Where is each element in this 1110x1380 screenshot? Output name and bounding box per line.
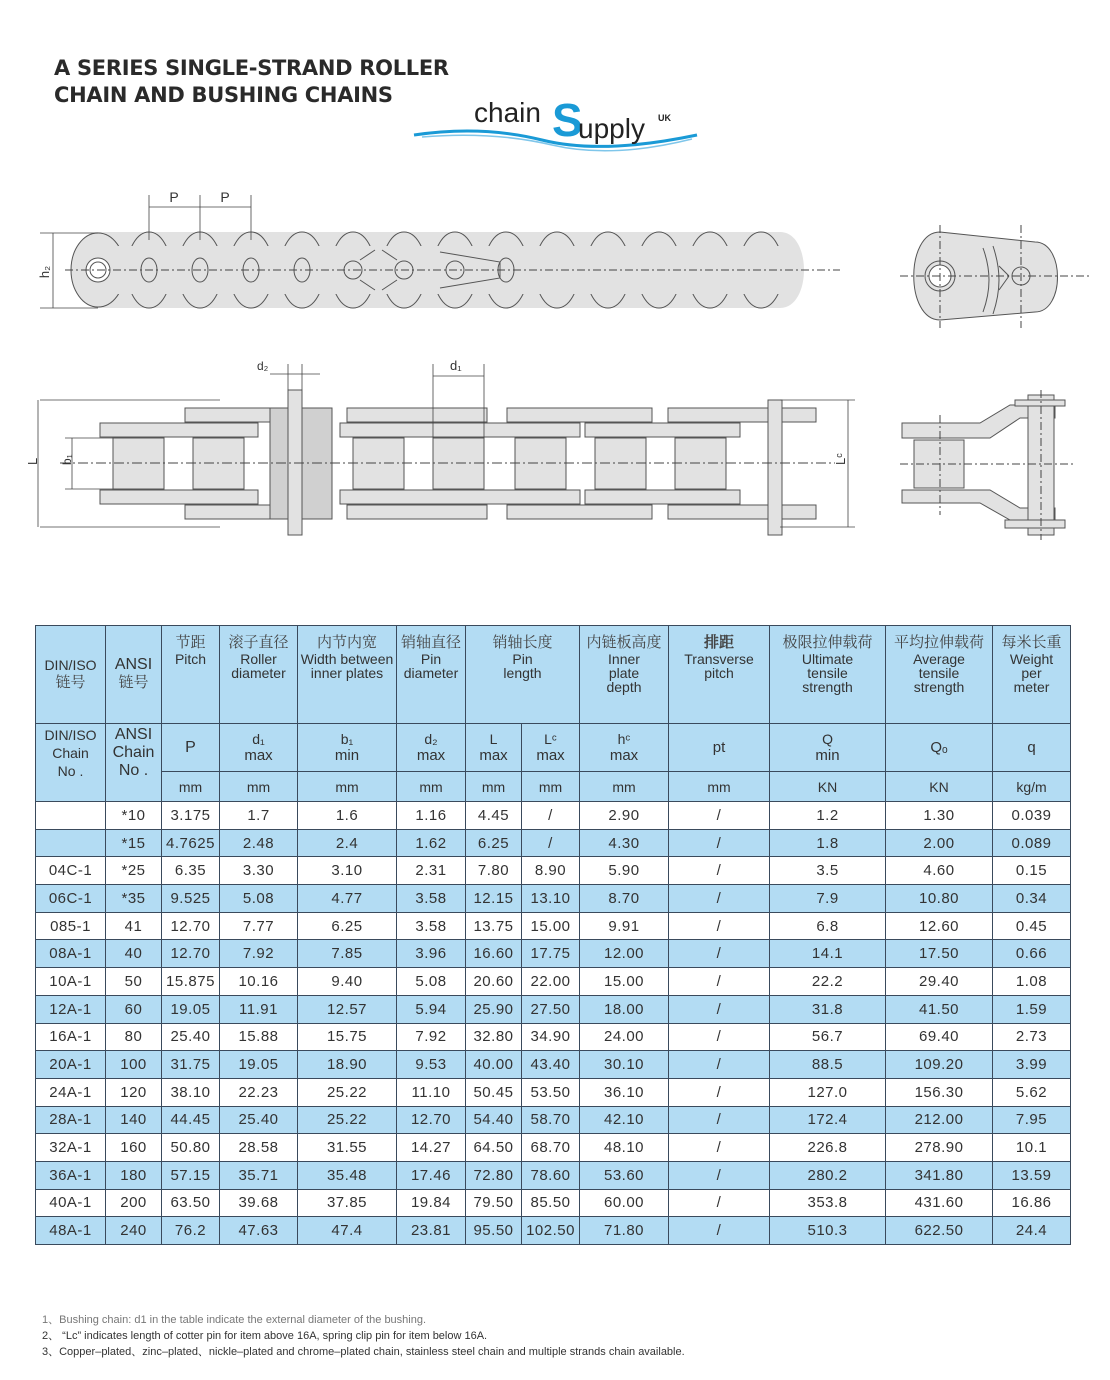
symbol-pin-length-lc: Lᶜ max bbox=[522, 724, 580, 772]
cell-ansi-no: *15 bbox=[106, 829, 162, 857]
cell-average-strength: 156.30 bbox=[886, 1078, 993, 1106]
table-row bbox=[36, 1106, 1071, 1134]
cell-pitch: 57.15 bbox=[162, 1161, 220, 1189]
cell-plate-depth: 48.10 bbox=[580, 1134, 669, 1162]
cell-pin-diameter: 23.81 bbox=[397, 1217, 466, 1245]
height-label: h₂ bbox=[37, 265, 52, 279]
cell-average-strength: 10.80 bbox=[886, 885, 993, 913]
cell-din-iso-no: 20A-1 bbox=[36, 1051, 106, 1079]
cell-average-strength: 622.50 bbox=[886, 1217, 993, 1245]
cell-din-iso-no: 06C-1 bbox=[36, 885, 106, 913]
cell-pin-diameter: 14.27 bbox=[397, 1134, 466, 1162]
cell-transverse-pitch: / bbox=[669, 1161, 770, 1189]
cell-ansi-no: *10 bbox=[106, 802, 162, 830]
cell-pin-length-lc: / bbox=[522, 802, 580, 830]
cell-din-iso-no: 08A-1 bbox=[36, 940, 106, 968]
cell-pin-length-lc: 78.60 bbox=[522, 1161, 580, 1189]
cell-transverse-pitch: / bbox=[669, 1023, 770, 1051]
cell-average-strength: 29.40 bbox=[886, 968, 993, 996]
cell-weight-per-meter: 0.45 bbox=[993, 912, 1071, 940]
cell-plate-depth: 42.10 bbox=[580, 1106, 669, 1134]
cell-inner-width: 35.48 bbox=[298, 1161, 397, 1189]
cell-din-iso-no: 24A-1 bbox=[36, 1078, 106, 1106]
cell-ultimate-strength: 172.4 bbox=[770, 1106, 886, 1134]
cell-pitch: 44.45 bbox=[162, 1106, 220, 1134]
cell-pin-length-l: 12.15 bbox=[466, 885, 522, 913]
cell-inner-width: 25.22 bbox=[298, 1078, 397, 1106]
cell-din-iso-no: 28A-1 bbox=[36, 1106, 106, 1134]
cell-inner-width: 7.85 bbox=[298, 940, 397, 968]
cell-ansi-no: 200 bbox=[106, 1189, 162, 1217]
cell-plate-depth: 60.00 bbox=[580, 1189, 669, 1217]
offset-link-section-view-drawing bbox=[900, 390, 1080, 540]
table-body bbox=[36, 802, 1071, 1245]
cell-pin-length-l: 40.00 bbox=[466, 1051, 522, 1079]
table-row bbox=[36, 940, 1071, 968]
cell-ultimate-strength: 31.8 bbox=[770, 995, 886, 1023]
cell-pin-length-lc: 68.70 bbox=[522, 1134, 580, 1162]
cell-weight-per-meter: 0.15 bbox=[993, 857, 1071, 885]
cell-ansi-no: 50 bbox=[106, 968, 162, 996]
cell-weight-per-meter: 10.1 bbox=[993, 1134, 1071, 1162]
cell-average-strength: 4.60 bbox=[886, 857, 993, 885]
cell-transverse-pitch: / bbox=[669, 1051, 770, 1079]
cell-pin-length-l: 95.50 bbox=[466, 1217, 522, 1245]
unit-pin-diameter: mm bbox=[397, 772, 466, 802]
cell-plate-depth: 9.91 bbox=[580, 912, 669, 940]
table-row bbox=[36, 829, 1071, 857]
cell-din-iso-no: 12A-1 bbox=[36, 995, 106, 1023]
cell-ansi-no: 100 bbox=[106, 1051, 162, 1079]
symbol-ultimate: Q min bbox=[770, 724, 886, 772]
cell-pitch: 19.05 bbox=[162, 995, 220, 1023]
table-row bbox=[36, 1134, 1071, 1162]
cell-inner-width: 12.57 bbox=[298, 995, 397, 1023]
symbol-weight: q bbox=[993, 724, 1071, 772]
cell-plate-depth: 8.70 bbox=[580, 885, 669, 913]
symbol-average: Qₒ bbox=[886, 724, 993, 772]
cell-ultimate-strength: 22.2 bbox=[770, 968, 886, 996]
cell-roller-diameter: 7.92 bbox=[220, 940, 298, 968]
cell-din-iso-no: 36A-1 bbox=[36, 1161, 106, 1189]
table-row bbox=[36, 995, 1071, 1023]
header-din-bottom: DIN/ISO Chain No . bbox=[36, 724, 106, 802]
cell-ansi-no: 140 bbox=[106, 1106, 162, 1134]
table-row bbox=[36, 885, 1071, 913]
cell-plate-depth: 15.00 bbox=[580, 968, 669, 996]
cell-ansi-no: 60 bbox=[106, 995, 162, 1023]
cell-weight-per-meter: 16.86 bbox=[993, 1189, 1071, 1217]
cell-pin-length-l: 54.40 bbox=[466, 1106, 522, 1134]
symbol-pin-length-l: L max bbox=[466, 724, 522, 772]
cell-plate-depth: 71.80 bbox=[580, 1217, 669, 1245]
footnote-1: 1、Bushing chain: d1 in the table indicate the external diameter of the bushing. bbox=[42, 1314, 427, 1326]
unit-transverse: mm bbox=[669, 772, 770, 802]
symbol-pitch: P bbox=[162, 724, 220, 772]
table-row bbox=[36, 912, 1071, 940]
chain-supply-logo bbox=[412, 95, 702, 165]
cell-transverse-pitch: / bbox=[669, 885, 770, 913]
cell-roller-diameter: 7.77 bbox=[220, 912, 298, 940]
cell-ultimate-strength: 280.2 bbox=[770, 1161, 886, 1189]
cell-pitch: 9.525 bbox=[162, 885, 220, 913]
cell-weight-per-meter: 0.34 bbox=[993, 885, 1071, 913]
cell-pin-length-lc: 43.40 bbox=[522, 1051, 580, 1079]
l-label: L bbox=[25, 457, 40, 465]
cell-inner-width: 47.4 bbox=[298, 1217, 397, 1245]
cell-average-strength: 341.80 bbox=[886, 1161, 993, 1189]
cell-pitch: 76.2 bbox=[162, 1217, 220, 1245]
cell-roller-diameter: 2.48 bbox=[220, 829, 298, 857]
cell-pin-diameter: 3.58 bbox=[397, 885, 466, 913]
cell-pitch: 4.7625 bbox=[162, 829, 220, 857]
logo-text-s: S bbox=[552, 94, 583, 146]
cell-plate-depth: 30.10 bbox=[580, 1051, 669, 1079]
cell-roller-diameter: 39.68 bbox=[220, 1189, 298, 1217]
cell-din-iso-no: 16A-1 bbox=[36, 1023, 106, 1051]
lc-label: Lᶜ bbox=[833, 453, 848, 465]
cell-plate-depth: 24.00 bbox=[580, 1023, 669, 1051]
cell-roller-diameter: 25.40 bbox=[220, 1106, 298, 1134]
cell-pin-diameter: 9.53 bbox=[397, 1051, 466, 1079]
cell-pin-length-lc: 13.10 bbox=[522, 885, 580, 913]
cell-pitch: 15.875 bbox=[162, 968, 220, 996]
cell-plate-depth: 4.30 bbox=[580, 829, 669, 857]
cell-ansi-no: 240 bbox=[106, 1217, 162, 1245]
cell-pin-length-lc: 53.50 bbox=[522, 1078, 580, 1106]
header-ansi-top: ANSI 链号 bbox=[106, 626, 162, 724]
cell-pin-length-l: 7.80 bbox=[466, 857, 522, 885]
cell-plate-depth: 36.10 bbox=[580, 1078, 669, 1106]
cell-pin-length-l: 32.80 bbox=[466, 1023, 522, 1051]
page-title bbox=[54, 55, 449, 109]
cell-pin-diameter: 1.62 bbox=[397, 829, 466, 857]
unit-ultimate: KN bbox=[770, 772, 886, 802]
cell-pin-length-lc: 22.00 bbox=[522, 968, 580, 996]
cell-weight-per-meter: 7.95 bbox=[993, 1106, 1071, 1134]
cell-ultimate-strength: 56.7 bbox=[770, 1023, 886, 1051]
cell-ansi-no: 160 bbox=[106, 1134, 162, 1162]
cell-pitch: 50.80 bbox=[162, 1134, 220, 1162]
cell-weight-per-meter: 5.62 bbox=[993, 1078, 1071, 1106]
symbol-transverse: pt bbox=[669, 724, 770, 772]
cell-transverse-pitch: / bbox=[669, 940, 770, 968]
cell-pitch: 6.35 bbox=[162, 857, 220, 885]
cell-transverse-pitch: / bbox=[669, 857, 770, 885]
header-pin-diameter: 销轴直径 Pin diameter bbox=[397, 626, 466, 724]
cell-roller-diameter: 28.58 bbox=[220, 1134, 298, 1162]
cell-ultimate-strength: 353.8 bbox=[770, 1189, 886, 1217]
cell-weight-per-meter: 2.73 bbox=[993, 1023, 1071, 1051]
d1-label: d₁ bbox=[450, 358, 462, 373]
cell-inner-width: 1.6 bbox=[298, 802, 397, 830]
header-pitch: 节距 Pitch bbox=[162, 626, 220, 724]
cell-pin-diameter: 3.96 bbox=[397, 940, 466, 968]
chain-section-view-drawing bbox=[20, 350, 870, 540]
logo-text-chain: chain bbox=[474, 97, 541, 128]
cell-pin-diameter: 17.46 bbox=[397, 1161, 466, 1189]
header-pin-length: 销轴长度 Pin length bbox=[466, 626, 580, 724]
cell-transverse-pitch: / bbox=[669, 1217, 770, 1245]
header-transverse: 排距 Transverse pitch bbox=[669, 626, 770, 724]
cell-pitch: 25.40 bbox=[162, 1023, 220, 1051]
cell-weight-per-meter: 1.59 bbox=[993, 995, 1071, 1023]
unit-average: KN bbox=[886, 772, 993, 802]
footnote-3: 3、Copper–plated、zinc–plated、nickle–plated and chrome–plated chain, stainless steel chain and multiple strands chain available. bbox=[42, 1346, 685, 1358]
cell-inner-width: 6.25 bbox=[298, 912, 397, 940]
cell-transverse-pitch: / bbox=[669, 1134, 770, 1162]
header-roller: 滚子直径 Roller diameter bbox=[220, 626, 298, 724]
cell-inner-width: 9.40 bbox=[298, 968, 397, 996]
table-row bbox=[36, 968, 1071, 996]
cell-pin-length-l: 16.60 bbox=[466, 940, 522, 968]
cell-average-strength: 212.00 bbox=[886, 1106, 993, 1134]
cell-pin-length-l: 64.50 bbox=[466, 1134, 522, 1162]
cell-din-iso-no: 10A-1 bbox=[36, 968, 106, 996]
cell-plate-depth: 5.90 bbox=[580, 857, 669, 885]
header-plate-depth: 内链板高度 Inner plate depth bbox=[580, 626, 669, 724]
cell-pin-diameter: 1.16 bbox=[397, 802, 466, 830]
cell-average-strength: 69.40 bbox=[886, 1023, 993, 1051]
cell-plate-depth: 53.60 bbox=[580, 1161, 669, 1189]
cell-pin-length-l: 6.25 bbox=[466, 829, 522, 857]
cell-transverse-pitch: / bbox=[669, 1189, 770, 1217]
offset-link-top-view-drawing bbox=[895, 220, 1095, 330]
cell-inner-width: 2.4 bbox=[298, 829, 397, 857]
cell-transverse-pitch: / bbox=[669, 995, 770, 1023]
chain-spec-table bbox=[35, 625, 1071, 1245]
cell-pitch: 12.70 bbox=[162, 940, 220, 968]
cell-roller-diameter: 10.16 bbox=[220, 968, 298, 996]
title-line-2: CHAIN AND BUSHING CHAINS bbox=[54, 83, 393, 107]
cell-roller-diameter: 15.88 bbox=[220, 1023, 298, 1051]
cell-transverse-pitch: / bbox=[669, 912, 770, 940]
cell-plate-depth: 2.90 bbox=[580, 802, 669, 830]
cell-ultimate-strength: 1.8 bbox=[770, 829, 886, 857]
cell-roller-diameter: 11.91 bbox=[220, 995, 298, 1023]
cell-pin-diameter: 2.31 bbox=[397, 857, 466, 885]
cell-din-iso-no bbox=[36, 802, 106, 830]
cell-pin-length-l: 13.75 bbox=[466, 912, 522, 940]
header-ansi-bottom: ANSI Chain No . bbox=[106, 724, 162, 802]
header-din-top: DIN/ISO 链号 bbox=[36, 626, 106, 724]
cell-transverse-pitch: / bbox=[669, 968, 770, 996]
cell-average-strength: 2.00 bbox=[886, 829, 993, 857]
header-ultimate: 极限拉伸载荷 Ultimate tensile strength bbox=[770, 626, 886, 724]
cell-weight-per-meter: 3.99 bbox=[993, 1051, 1071, 1079]
chain-top-view-drawing bbox=[30, 180, 850, 340]
cell-pin-length-lc: 17.75 bbox=[522, 940, 580, 968]
cell-roller-diameter: 3.30 bbox=[220, 857, 298, 885]
cell-pin-length-l: 20.60 bbox=[466, 968, 522, 996]
cell-roller-diameter: 1.7 bbox=[220, 802, 298, 830]
cell-roller-diameter: 35.71 bbox=[220, 1161, 298, 1189]
cell-pin-length-lc: / bbox=[522, 829, 580, 857]
unit-pin-length-lc: mm bbox=[522, 772, 580, 802]
cell-average-strength: 17.50 bbox=[886, 940, 993, 968]
symbol-roller: d₁ max bbox=[220, 724, 298, 772]
cell-pin-length-lc: 27.50 bbox=[522, 995, 580, 1023]
symbol-pin-diameter: d₂ max bbox=[397, 724, 466, 772]
cell-ultimate-strength: 127.0 bbox=[770, 1078, 886, 1106]
cell-ansi-no: 120 bbox=[106, 1078, 162, 1106]
unit-pitch: mm bbox=[162, 772, 220, 802]
cell-transverse-pitch: / bbox=[669, 802, 770, 830]
cell-ultimate-strength: 3.5 bbox=[770, 857, 886, 885]
cell-ansi-no: 41 bbox=[106, 912, 162, 940]
cell-roller-diameter: 22.23 bbox=[220, 1078, 298, 1106]
cell-pitch: 31.75 bbox=[162, 1051, 220, 1079]
footnotes bbox=[42, 1312, 685, 1360]
unit-width: mm bbox=[298, 772, 397, 802]
b1-label: b₁ bbox=[60, 454, 74, 465]
cell-transverse-pitch: / bbox=[669, 1106, 770, 1134]
cell-inner-width: 25.22 bbox=[298, 1106, 397, 1134]
cell-pin-diameter: 5.08 bbox=[397, 968, 466, 996]
cell-weight-per-meter: 13.59 bbox=[993, 1161, 1071, 1189]
cell-ansi-no: 40 bbox=[106, 940, 162, 968]
cell-pin-diameter: 5.94 bbox=[397, 995, 466, 1023]
cell-ultimate-strength: 14.1 bbox=[770, 940, 886, 968]
cell-pitch: 3.175 bbox=[162, 802, 220, 830]
table-row bbox=[36, 1161, 1071, 1189]
header-width: 内节内宽 Width between inner plates bbox=[298, 626, 397, 724]
cell-pin-diameter: 19.84 bbox=[397, 1189, 466, 1217]
footnote-2: 2、 “Lc” indicates length of cotter pin for item above 16A, spring clip pin for item below 16A. bbox=[42, 1330, 488, 1342]
pitch-label-2: P bbox=[220, 189, 230, 205]
cell-average-strength: 12.60 bbox=[886, 912, 993, 940]
symbol-plate-depth: hᶜ max bbox=[580, 724, 669, 772]
cell-ultimate-strength: 1.2 bbox=[770, 802, 886, 830]
cell-average-strength: 41.50 bbox=[886, 995, 993, 1023]
pitch-label-1: P bbox=[169, 189, 179, 205]
cell-inner-width: 37.85 bbox=[298, 1189, 397, 1217]
cell-din-iso-no: 32A-1 bbox=[36, 1134, 106, 1162]
logo-superscript: UK bbox=[658, 113, 671, 123]
cell-pin-diameter: 12.70 bbox=[397, 1106, 466, 1134]
unit-roller: mm bbox=[220, 772, 298, 802]
cell-pitch: 38.10 bbox=[162, 1078, 220, 1106]
cell-weight-per-meter: 0.089 bbox=[993, 829, 1071, 857]
cell-pin-length-lc: 15.00 bbox=[522, 912, 580, 940]
table-row bbox=[36, 1078, 1071, 1106]
cell-pin-diameter: 3.58 bbox=[397, 912, 466, 940]
cell-ansi-no: *35 bbox=[106, 885, 162, 913]
unit-pin-length-l: mm bbox=[466, 772, 522, 802]
cell-pin-length-lc: 102.50 bbox=[522, 1217, 580, 1245]
cell-pin-length-l: 50.45 bbox=[466, 1078, 522, 1106]
cell-average-strength: 1.30 bbox=[886, 802, 993, 830]
cell-roller-diameter: 47.63 bbox=[220, 1217, 298, 1245]
table-row bbox=[36, 1023, 1071, 1051]
cell-ultimate-strength: 88.5 bbox=[770, 1051, 886, 1079]
cell-pin-length-l: 25.90 bbox=[466, 995, 522, 1023]
cell-pin-diameter: 7.92 bbox=[397, 1023, 466, 1051]
cell-pin-length-l: 79.50 bbox=[466, 1189, 522, 1217]
symbol-width: b₁ min bbox=[298, 724, 397, 772]
cell-transverse-pitch: / bbox=[669, 829, 770, 857]
cell-plate-depth: 12.00 bbox=[580, 940, 669, 968]
unit-plate-depth: mm bbox=[580, 772, 669, 802]
cell-ansi-no: 80 bbox=[106, 1023, 162, 1051]
cell-ultimate-strength: 7.9 bbox=[770, 885, 886, 913]
cell-roller-diameter: 5.08 bbox=[220, 885, 298, 913]
cell-average-strength: 109.20 bbox=[886, 1051, 993, 1079]
cell-din-iso-no: 085-1 bbox=[36, 912, 106, 940]
table-row bbox=[36, 1217, 1071, 1245]
table-row bbox=[36, 1051, 1071, 1079]
cell-ansi-no: *25 bbox=[106, 857, 162, 885]
header-weight: 每米长重 Weight per meter bbox=[993, 626, 1071, 724]
cell-inner-width: 18.90 bbox=[298, 1051, 397, 1079]
unit-weight: kg/m bbox=[993, 772, 1071, 802]
cell-weight-per-meter: 0.66 bbox=[993, 940, 1071, 968]
cell-ultimate-strength: 226.8 bbox=[770, 1134, 886, 1162]
cell-pin-length-lc: 8.90 bbox=[522, 857, 580, 885]
cell-inner-width: 15.75 bbox=[298, 1023, 397, 1051]
cell-inner-width: 31.55 bbox=[298, 1134, 397, 1162]
cell-ansi-no: 180 bbox=[106, 1161, 162, 1189]
cell-inner-width: 4.77 bbox=[298, 885, 397, 913]
cell-plate-depth: 18.00 bbox=[580, 995, 669, 1023]
cell-roller-diameter: 19.05 bbox=[220, 1051, 298, 1079]
cell-pin-length-l: 4.45 bbox=[466, 802, 522, 830]
logo-text-upply: upply bbox=[578, 113, 645, 144]
table-row bbox=[36, 1189, 1071, 1217]
cell-weight-per-meter: 24.4 bbox=[993, 1217, 1071, 1245]
cell-pin-length-l: 72.80 bbox=[466, 1161, 522, 1189]
table-row bbox=[36, 857, 1071, 885]
cell-pin-length-lc: 34.90 bbox=[522, 1023, 580, 1051]
title-line-1: A SERIES SINGLE-STRAND ROLLER bbox=[54, 56, 449, 80]
table-row bbox=[36, 802, 1071, 830]
cell-transverse-pitch: / bbox=[669, 1078, 770, 1106]
cell-average-strength: 431.60 bbox=[886, 1189, 993, 1217]
cell-ultimate-strength: 510.3 bbox=[770, 1217, 886, 1245]
cell-pin-diameter: 11.10 bbox=[397, 1078, 466, 1106]
cell-pitch: 12.70 bbox=[162, 912, 220, 940]
cell-din-iso-no: 04C-1 bbox=[36, 857, 106, 885]
cell-pin-length-lc: 85.50 bbox=[522, 1189, 580, 1217]
cell-weight-per-meter: 0.039 bbox=[993, 802, 1071, 830]
cell-inner-width: 3.10 bbox=[298, 857, 397, 885]
header-average: 平均拉伸载荷 Average tensile strength bbox=[886, 626, 993, 724]
cell-ultimate-strength: 6.8 bbox=[770, 912, 886, 940]
cell-pin-length-lc: 58.70 bbox=[522, 1106, 580, 1134]
cell-weight-per-meter: 1.08 bbox=[993, 968, 1071, 996]
cell-din-iso-no bbox=[36, 829, 106, 857]
cell-din-iso-no: 40A-1 bbox=[36, 1189, 106, 1217]
d2-label: d₂ bbox=[257, 359, 269, 373]
cell-average-strength: 278.90 bbox=[886, 1134, 993, 1162]
cell-pitch: 63.50 bbox=[162, 1189, 220, 1217]
cell-din-iso-no: 48A-1 bbox=[36, 1217, 106, 1245]
